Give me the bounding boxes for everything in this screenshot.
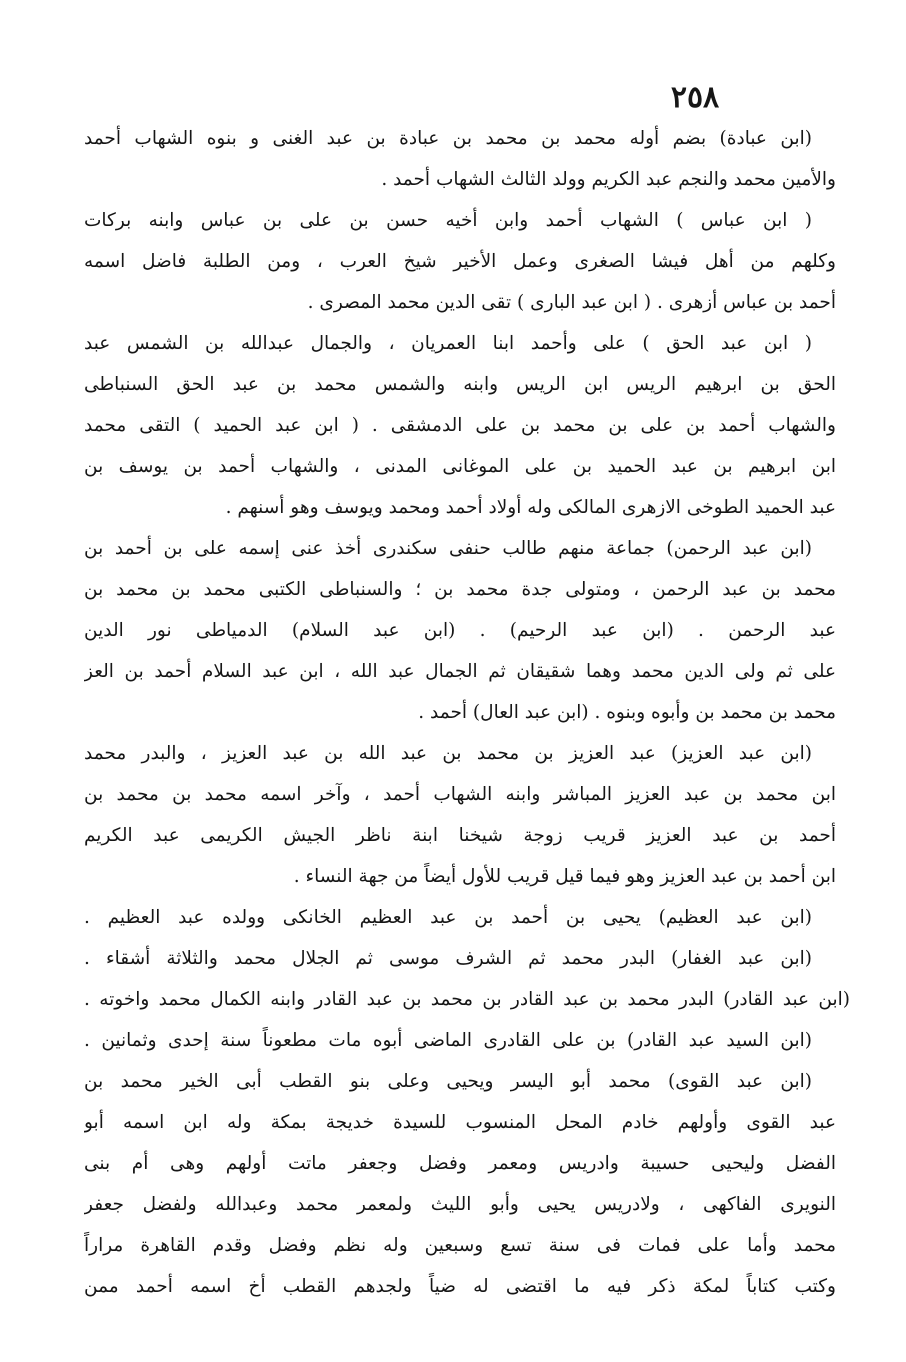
- text-line: أحمد بن عباس أزهرى . ( ابن عبد البارى ) تقى الدين محمد المصرى .: [307, 292, 836, 313]
- page-number: ٢٥٨: [670, 80, 720, 115]
- text-line: ابن محمد بن عبد العزيز المباشر وابنه الشهاب أحمد ، وآخر اسمه محمد بن محمد بن: [84, 784, 836, 805]
- text-line: عبد الرحمن . (ابن عبد الرحيم) . (ابن عبد السلام) الدمياطى نور الدين: [84, 620, 836, 641]
- text-line: ( ابن عبد الحق ) على وأحمد ابنا العمريان ، والجمال عبدالله بن الشمس عبد: [84, 333, 812, 354]
- text-line: على ثم ولى الدين محمد وهما شقيقان ثم الجمال عبد الله ، ابن عبد السلام أحمد بن العز: [84, 661, 836, 682]
- text-line: ( ابن عباس ) الشهاب أحمد وابن أخيه حسن بن على بن عباس وابنه بركات: [84, 210, 812, 231]
- text-line: (ابن عبد العزيز) عبد العزيز بن محمد بن عبد الله بن عبد العزيز ، والبدر محمد: [84, 743, 812, 764]
- text-line: (ابن عبد القوى) محمد أبو اليسر ويحيى وعلى بنو القطب أبى الخير محمد بن: [84, 1071, 812, 1092]
- text-line: الفضل وليحيى حسيبة وادريس ومعمر وفضل وجعفر ماتت أولهم وهى أم بنى: [84, 1153, 836, 1174]
- text-line: (ابن السيد عبد القادر) بن على القادرى الماضى أبوه مات مطعوناً سنة إحدى وثمانين .: [84, 1030, 812, 1051]
- text-line: محمد بن محمد بن وأبوه وبنوه . (ابن عبد العال) أحمد .: [418, 702, 836, 723]
- text-line: الحق بن ابرهيم الريس ابن الريس وابنه والشمس محمد بن عبد الحق السنباطى: [84, 374, 836, 395]
- text-line: (ابن عبد الغفار) البدر محمد ثم الشرف موسى ثم الجلال محمد والثلاثة أشقاء .: [84, 948, 812, 969]
- text-line: محمد وأما على فمات فى سنة تسع وسبعين وله نظم وفضل وقدم القاهرة مراراً: [84, 1235, 836, 1256]
- text-line: عبد القوى وأولهم خادم المحل المنسوب للسيدة خديجة بمكة وله ابن اسمه أبو: [84, 1112, 836, 1133]
- text-line: (ابن عبادة) بضم أوله محمد بن محمد بن عبادة بن عبد الغنى و بنوه الشهاب أحمد: [84, 128, 812, 149]
- text-line: (ابن عبد القادر) البدر محمد بن عبد القادر بن محمد بن عبد القادر وابنه الكمال محمد واخوته .: [84, 989, 850, 1010]
- text-line: (ابن عبد الرحمن) جماعة منهم طالب حنفى سكندرى أخذ عنى إسمه على بن أحمد بن: [84, 538, 812, 559]
- text-line: والأمين محمد والنجم عبد الكريم وولد الثالث الشهاب أحمد .: [381, 169, 836, 190]
- text-line: محمد بن عبد الرحمن ، ومتولى جدة محمد بن ؛ والسنباطى الكتبى محمد بن محمد بن: [84, 579, 836, 600]
- text-line: (ابن عبد العظيم) يحيى بن أحمد بن عبد العظيم الخانكى وولده عبد العظيم .: [84, 907, 812, 928]
- body-text: [84, 118, 850, 1307]
- text-line: النويرى الفاكهى ، ولادريس يحيى وأبو الليث ولمعمر محمد وعبدالله ولفضل جعفر: [84, 1194, 836, 1215]
- text-line: وكتب كتاباً لمكة ذكر فيه ما اقتضى له ضياً ولجدهم القطب أخ اسمه أحمد ممن: [84, 1276, 836, 1297]
- text-line: ابن ابرهيم بن عبد الحميد بن على الموغانى المدنى ، والشهاب أحمد بن يوسف بن: [84, 456, 836, 477]
- text-line: أحمد بن عبد العزيز قريب زوجة شيخنا ابنة ناظر الجيش الكريمى عبد الكريم: [84, 825, 836, 846]
- text-line: والشهاب أحمد بن على بن محمد بن على الدمشقى . ( ابن عبد الحميد ) التقى محمد: [84, 415, 836, 436]
- text-line: وكلهم من أهل فيشا الصغرى وعمل الأخير شيخ العرب ، ومن الطلبة فاضل اسمه: [84, 251, 836, 272]
- text-line: عبد الحميد الطوخى الازهرى المالكى وله أولاد أحمد ومحمد ويوسف وهو أسنهم .: [225, 497, 836, 518]
- text-line: ابن أحمد بن عبد العزيز وهو فيما قيل قريب للأول أيضاً من جهة النساء .: [293, 866, 836, 887]
